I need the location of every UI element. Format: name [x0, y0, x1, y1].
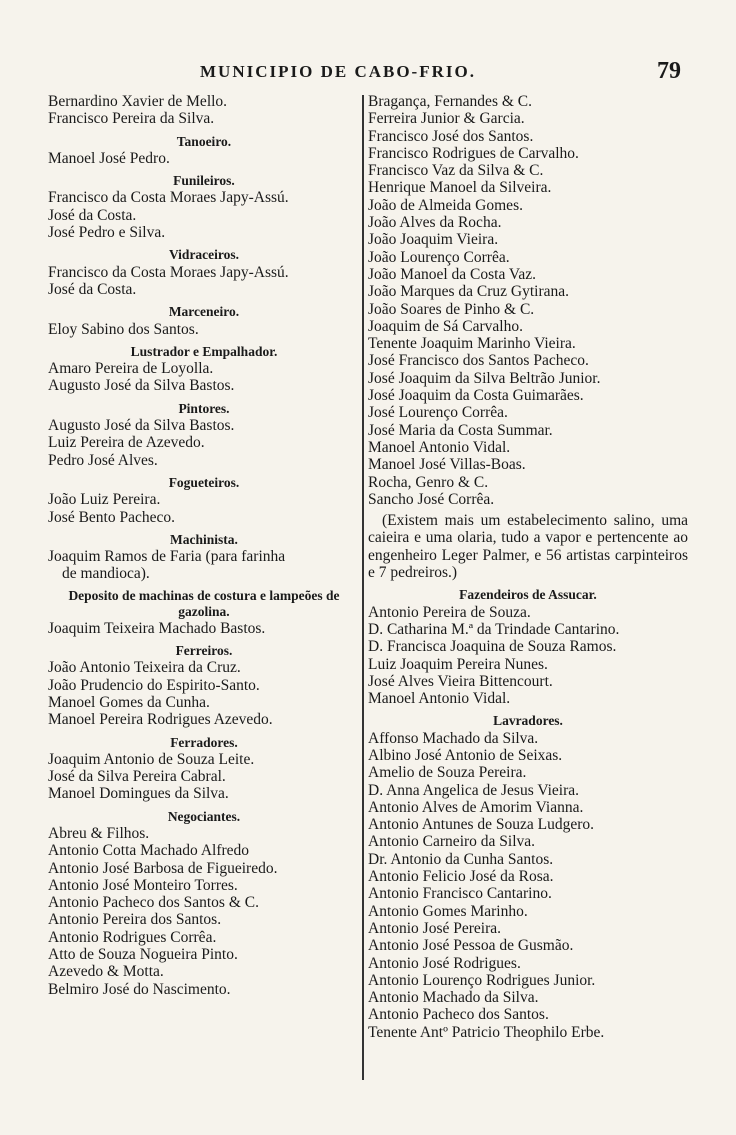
list-item: Antonio Rodrigues Corrêa. — [48, 928, 217, 946]
list-item: Joaquim Ramos de Faria (para farinha — [48, 548, 286, 566]
list-item: Antonio Cotta Machado Alfredo — [48, 842, 250, 860]
list-item: Amelio de Souza Pereira. — [368, 764, 527, 782]
list-item: Manoel Gomes da Cunha. — [48, 693, 210, 711]
list-item: Tenente Antº Patricio Theophilo Erbe. — [368, 1023, 605, 1041]
list-item: Antonio Antunes de Souza Ludgero. — [368, 816, 595, 834]
list-item: Albino José Antonio de Seixas. — [368, 746, 563, 764]
list-item: Antonio Pacheco dos Santos & C. — [48, 894, 259, 912]
list-item: Joaquim Antonio de Souza Leite. — [48, 750, 255, 768]
list-item: João Prudencio do Espirito-Santo. — [48, 676, 260, 694]
list-item: João de Almeida Gomes. — [368, 196, 523, 214]
list-item: Belmiro José do Nascimento. — [48, 980, 231, 998]
list-item: José da Silva Pereira Cabral. — [48, 768, 226, 786]
list-item: Manoel Domingues da Silva. — [48, 785, 229, 803]
list-item: Francisco da Costa Moraes Japy-Assú. — [48, 263, 289, 281]
list-item: João Alves da Rocha. — [368, 214, 502, 232]
list-item: José Pedro e Silva. — [48, 224, 166, 242]
list-item: Dr. Antonio da Cunha Santos. — [368, 850, 554, 868]
page-title: MUNICIPIO DE CABO-FRIO. — [200, 62, 476, 81]
section-heading-vidraceiros: Vidraceiros. — [168, 247, 240, 263]
list-item: Joaquim de Sá Carvalho. — [368, 317, 523, 335]
intro-list — [48, 93, 360, 128]
list-item: Joaquim Teixeira Machado Bastos. — [48, 619, 266, 637]
list-item: Francisco Rodrigues de Carvalho. — [368, 144, 579, 162]
list-item: José Maria da Costa Summar. — [368, 421, 553, 439]
section-heading-deposito: Deposito de machinas de costura e lampeões de gazolina. — [68, 587, 340, 619]
list-item: Francisco Pereira da Silva. — [48, 110, 215, 128]
list-item: Manoel José Villas-Boas. — [368, 456, 526, 474]
list-item: Eloy Sabino dos Santos. — [48, 320, 199, 338]
list-item: Augusto José da Silva Bastos. — [48, 417, 235, 435]
list-item: Antonio Gomes Marinho. — [368, 902, 528, 920]
list-item: José Lourenço Corrêa. — [368, 404, 508, 422]
column-divider — [362, 95, 364, 1080]
list-item: Bragança, Fernandes & C. — [368, 93, 532, 110]
list-item: José Alves Vieira Bittencourt. — [368, 672, 553, 690]
page-header — [0, 58, 736, 92]
right-column — [368, 93, 688, 1041]
list-item: João Manoel da Costa Vaz. — [368, 265, 537, 283]
page-number: 79 — [657, 58, 681, 84]
list-item: Abreu & Filhos. — [48, 824, 150, 842]
list-item: Rocha, Genro & C. — [368, 473, 489, 491]
section-heading-lavradores: Lavradores. — [493, 713, 563, 729]
list-item: Manoel José Pedro. — [48, 149, 170, 167]
left-column — [48, 93, 360, 998]
section-heading-machinista: Machinista. — [170, 531, 238, 547]
list-item: João Lourenço Corrêa. — [368, 248, 510, 266]
list-item: Manoel Pereira Rodrigues Azevedo. — [48, 711, 273, 729]
list-item: Amaro Pereira de Loyolla. — [48, 360, 214, 378]
list-item: Antonio José Pessoa de Gusmão. — [368, 937, 574, 955]
list-item: Pedro José Alves. — [48, 451, 158, 469]
list-item: João Marques da Cruz Gytirana. — [368, 283, 570, 301]
list-item: Antonio Felicio José da Rosa. — [368, 868, 554, 886]
list-item: Antonio José Pereira. — [368, 919, 502, 937]
list-item: Affonso Machado da Silva. — [368, 729, 539, 747]
list-item: José Joaquim da Silva Beltrão Junior. — [368, 369, 601, 387]
section-heading-fazendeiros: Fazendeiros de Assucar. — [459, 587, 597, 603]
list-item: Antonio Francisco Cantarino. — [368, 885, 552, 903]
list-item: Manoel Antonio Vidal. — [368, 690, 511, 708]
list-item: Antonio José Monteiro Torres. — [48, 876, 238, 894]
list-item: Antonio Carneiro da Silva. — [368, 833, 536, 851]
section-heading-ferradores: Ferradores. — [170, 734, 238, 750]
list-item: Antonio Pereira dos Santos. — [48, 911, 222, 929]
list-item: D. Catharina M.ª da Trindade Cantarino. — [368, 620, 620, 638]
establishment-note: (Existem mais um estabelecimento salino, uma caieira e uma olaria, tudo a vapor e pertencente ao engenheiro Leger Palmer, e 56 artistas carpinteiros e 7 pedreiros.) — [368, 512, 688, 582]
list-item: João Luiz Pereira. — [48, 491, 161, 509]
list-item: João Joaquim Vieira. — [368, 231, 499, 249]
list-item: Ferreira Junior & Garcia. — [368, 110, 525, 128]
list-item: José Joaquim da Costa Guimarães. — [368, 387, 584, 405]
list-item: D. Francisca Joaquina de Souza Ramos. — [368, 638, 617, 656]
section-heading-ferreiros: Ferreiros. — [175, 643, 233, 659]
section-heading-tanoeiro: Tanoeiro. — [176, 133, 232, 149]
list-item: Luiz Pereira de Azevedo. — [48, 434, 205, 452]
list-item: Henrique Manoel da Silveira. — [368, 179, 552, 197]
list-item: Antonio Lourenço Rodrigues Junior. — [368, 971, 596, 989]
section-heading-negociantes: Negociantes. — [167, 808, 241, 824]
list-item: Sancho José Corrêa. — [368, 490, 495, 508]
list-item: Antonio Pereira de Souza. — [368, 603, 531, 621]
list-item: Augusto José da Silva Bastos. — [48, 377, 235, 395]
list-item: Tenente Joaquim Marinho Vieira. — [368, 335, 576, 353]
list-item: Francisco José dos Santos. — [368, 127, 534, 145]
section-heading-lustrador: Lustrador e Empalhador. — [130, 343, 278, 359]
list-item-continuation: de mandioca). — [62, 565, 150, 583]
list-item: Antonio José Rodrigues. — [368, 954, 521, 972]
section-heading-funileiros: Funileiros. — [173, 173, 235, 189]
list-item: José da Costa. — [48, 206, 137, 224]
list-item: José Bento Pacheco. — [48, 508, 175, 526]
list-item: Francisco da Costa Moraes Japy-Assú. — [48, 189, 289, 207]
list-item: Antonio Machado da Silva. — [368, 989, 539, 1007]
list-item: João Soares de Pinho & C. — [368, 300, 535, 318]
list-item: Manoel Antonio Vidal. — [368, 438, 511, 456]
list-item: João Antonio Teixeira da Cruz. — [48, 659, 241, 677]
list-item: José da Costa. — [48, 280, 137, 298]
list-item: Azevedo & Motta. — [48, 963, 164, 981]
list-item: Luiz Joaquim Pereira Nunes. — [368, 655, 548, 673]
list-item: Bernardino Xavier de Mello. — [48, 93, 228, 110]
list-item: Francisco Vaz da Silva & C. — [368, 162, 544, 180]
list-item: Antonio Pacheco dos Santos. — [368, 1006, 549, 1024]
list-item: Antonio Alves de Amorim Vianna. — [368, 798, 584, 816]
list-item: Atto de Souza Nogueira Pinto. — [48, 946, 238, 964]
list-item: Antonio José Barbosa de Figueiredo. — [48, 859, 278, 877]
list-item: D. Anna Angelica de Jesus Vieira. — [368, 781, 579, 799]
section-heading-marceneiro: Marceneiro. — [168, 304, 240, 320]
section-heading-fogueteiros: Fogueteiros. — [168, 474, 240, 490]
section-heading-pintores: Pintores. — [178, 400, 230, 416]
list-item: José Francisco dos Santos Pacheco. — [368, 352, 589, 370]
